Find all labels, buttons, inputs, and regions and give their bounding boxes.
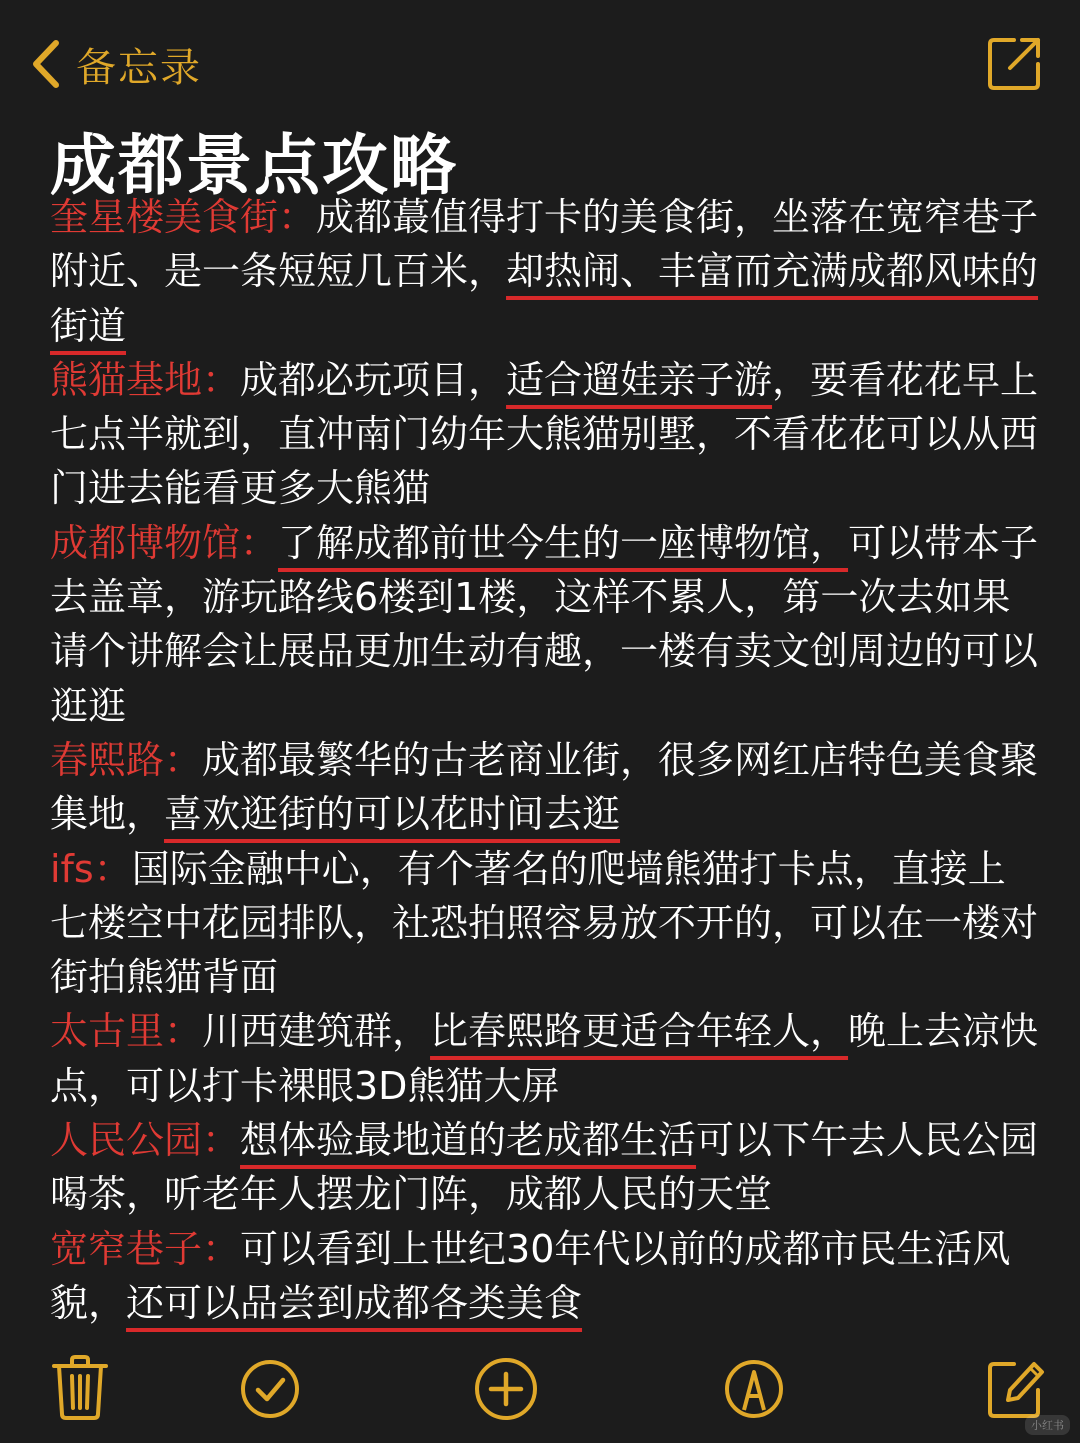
entry-text: 可以带本子去盖章，游玩路线6楼到1楼，这样不累人，第一次去如果请个讲解会让展品更加生动有趣，一楼有卖文创周边的可以逛逛 bbox=[50, 520, 1039, 728]
note-body[interactable] bbox=[50, 190, 1040, 1330]
add-icon bbox=[474, 1352, 538, 1422]
entry-name: 宽窄巷子： bbox=[50, 1226, 241, 1271]
entry-name: 成都博物馆： bbox=[50, 520, 279, 565]
note-title: 成都景点攻略 bbox=[50, 127, 458, 204]
checklist-icon bbox=[238, 1352, 302, 1422]
note-entry bbox=[50, 733, 1040, 842]
share-button[interactable] bbox=[986, 34, 1044, 92]
bottom-toolbar bbox=[0, 1346, 1080, 1436]
entry-name: 奎星楼美食街： bbox=[50, 195, 317, 239]
markup-button[interactable] bbox=[722, 1352, 786, 1422]
entry-highlight: 喜欢逛街的可以花时间去逛 bbox=[164, 792, 621, 837]
entry-highlight: 却热闹、丰富而充满成都风味的街道 bbox=[50, 249, 1039, 348]
entry-highlight: 了解成都前世今生的一座博物馆， bbox=[278, 520, 849, 565]
back-label: 备忘录 bbox=[76, 44, 202, 91]
note-entry bbox=[50, 1004, 1040, 1113]
note-entry bbox=[50, 190, 1040, 353]
chevron-left-icon bbox=[28, 37, 62, 91]
entry-text: 成都最繁华的古老商业街，很多网红店特色美食聚集地， bbox=[50, 737, 1039, 837]
entry-text: 成都蕞值得打卡的美食街，坐落在宽窄巷子附近、是一条短短几百米， bbox=[50, 195, 1039, 294]
entry-highlight: 比春熙路更适合年轻人， bbox=[430, 1009, 849, 1054]
share-icon bbox=[986, 34, 1044, 92]
watermark: 小红书 bbox=[1025, 1415, 1070, 1435]
entry-text: ，要看花花早上七点半就到，直冲南门幼年大熊猫别墅，不看花花可以从西门进去能看更多大熊猫 bbox=[50, 357, 1039, 511]
delete-button[interactable] bbox=[48, 1352, 112, 1422]
navigation-bar bbox=[0, 0, 1080, 120]
entry-text: 国际金融中心，有个著名的爬墙熊猫打卡点，直接上七楼空中花园排队，社恐拍照容易放不开的，可以在一楼对街拍熊猫背面 bbox=[50, 846, 1039, 1000]
entry-text: 可以下午去人民公园喝茶，听老年人摆龙门阵，成都人民的天堂 bbox=[50, 1118, 1039, 1217]
entry-name: 人民公园： bbox=[50, 1118, 241, 1163]
compose-icon bbox=[984, 1352, 1048, 1422]
entry-highlight: 想体验最地道的老成都生活 bbox=[240, 1118, 697, 1163]
entry-text: 川西建筑群， bbox=[202, 1009, 431, 1054]
note-entry bbox=[50, 1113, 1040, 1222]
note-entry bbox=[50, 842, 1040, 1005]
note-entry bbox=[50, 353, 1040, 516]
entry-name: 太古里： bbox=[50, 1009, 203, 1054]
entry-text: 成都必玩项目， bbox=[240, 357, 507, 402]
entry-name: 熊猫基地： bbox=[50, 357, 241, 402]
note-entry bbox=[50, 1222, 1040, 1331]
compose-button[interactable] bbox=[984, 1352, 1048, 1422]
entry-text: 可以看到上世纪30年代以前的成都市民生活风貌， bbox=[50, 1226, 1011, 1325]
entry-highlight: 适合遛娃亲子游 bbox=[506, 357, 773, 402]
add-button[interactable] bbox=[474, 1352, 538, 1422]
note-entry bbox=[50, 516, 1040, 733]
back-button[interactable] bbox=[28, 34, 202, 94]
entry-text: 晚上去凉快点，可以打卡裸眼3D熊猫大屏 bbox=[50, 1009, 1039, 1108]
entry-highlight: 还可以品尝到成都各类美食 bbox=[126, 1280, 583, 1325]
entry-name: 春熙路： bbox=[50, 737, 203, 782]
trash-icon bbox=[48, 1352, 112, 1422]
checklist-button[interactable] bbox=[238, 1352, 302, 1422]
entry-name: ifs： bbox=[50, 846, 132, 891]
markup-icon bbox=[722, 1352, 786, 1422]
